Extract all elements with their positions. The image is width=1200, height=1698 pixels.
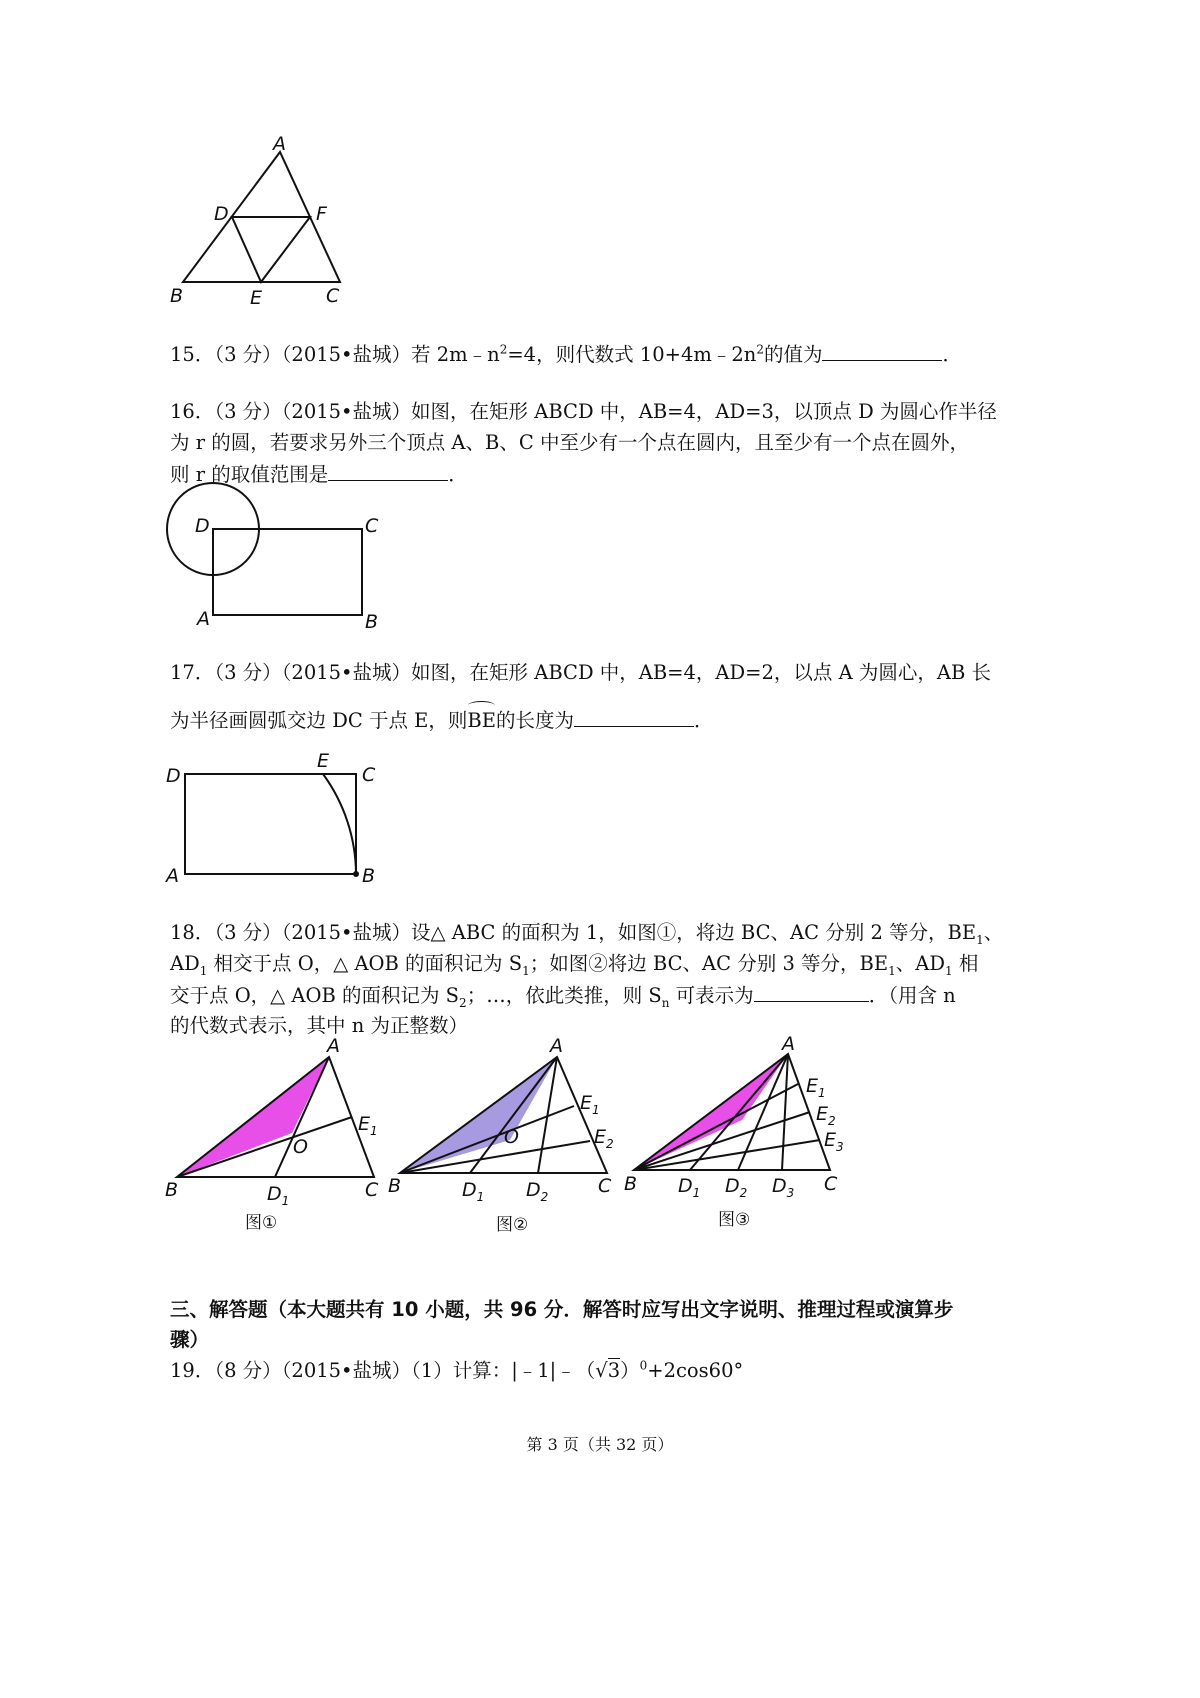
question-16-line-2: 为 r 的圆，若要求另外三个顶点 A、B、C 中至少有一个点在圆内，且至少有一个点在圆外， xyxy=(170,431,969,454)
fig3-label-b: B xyxy=(624,1173,638,1195)
fig3-label-e3: $E_3$ xyxy=(824,1129,844,1154)
label-d: D xyxy=(166,765,181,787)
fig2-label-a: A xyxy=(550,1035,563,1057)
fig3-label-a: A xyxy=(782,1033,795,1055)
q18-l1-a: 18．（3 分）（2015•盐城）设△ ABC 的面积为 1，如图①，将边 BC、AC 分别 2 等分，BE xyxy=(170,921,977,944)
label-b: B xyxy=(362,865,376,887)
q19-root: 3 xyxy=(607,1359,621,1382)
figure-triangle-def xyxy=(170,130,390,315)
fig2-label-o: O xyxy=(504,1126,519,1148)
q18-l2-sub3: 1 xyxy=(888,963,896,978)
q19-exponent: 0 xyxy=(639,1358,648,1373)
triangle-figure-3 xyxy=(624,1033,844,1230)
question-17-line-1: 17．（3 分）（2015•盐城）如图，在矩形 ABCD 中，AB=4，AD=2，以点 A 为圆心，AB 长 xyxy=(170,661,991,684)
sqrt-symbol: √3 xyxy=(595,1359,621,1382)
answer-blank-18[interactable] xyxy=(754,979,869,1002)
question-19: 19．（8 分）（2015•盐城）（1）计算：$|﹣1|﹣(√3)^0+2\cos 60^\circ$ xyxy=(170,1358,744,1382)
fig2-label-e1: $E_1$ xyxy=(580,1092,600,1117)
caption-figure-3: 图③ xyxy=(718,1210,751,1230)
fig1-label-e1: $E_1$ xyxy=(358,1113,378,1138)
q15-middle: =4，则代数式 10+4m﹣2n xyxy=(507,343,757,366)
q18-l2-a: AD xyxy=(170,952,200,975)
q16-line3-text: 则 r 的取值范围是 xyxy=(170,463,329,486)
label-b: B xyxy=(365,611,379,633)
question-18-line-2 xyxy=(170,948,978,980)
q19-suffix: +2cos60° xyxy=(647,1359,744,1382)
label-c: C xyxy=(365,515,379,537)
q15-exponent-1: 2 xyxy=(499,342,508,357)
q18-l3-a: 交于点 O，△ AOB 的面积记为 S xyxy=(170,984,460,1007)
fig1-label-o: O xyxy=(293,1136,308,1158)
question-18-line-4: 的代数式表示，其中 n 为正整数） xyxy=(170,1014,468,1037)
q15-exponent-2: 2 xyxy=(756,342,764,357)
q18-l2-d: 、AD xyxy=(895,952,945,975)
q17-line2-suffix: 的长度为 xyxy=(495,709,574,732)
question-16-line-1: 16．（3 分）（2015•盐城）如图，在矩形 ABCD 中，AB=4，AD=3，以顶点 D 为圆心作半径 xyxy=(170,400,997,423)
fig3-label-d2: $D_2$ xyxy=(725,1175,748,1200)
answer-blank-15[interactable] xyxy=(822,338,942,361)
q15-end: ． xyxy=(942,343,962,366)
caption-figure-1: 图① xyxy=(245,1213,278,1233)
label-c: C xyxy=(362,764,376,786)
fig3-label-c: C xyxy=(824,1173,838,1195)
q18-l3-sub1: 2 xyxy=(459,995,467,1010)
q18-l1-sub: 1 xyxy=(976,932,984,947)
section-3-heading-line-1: 三、解答题（本大题共有 10 小题，共 96 分．解答时应写出文字说明、推理过程或演算步 xyxy=(170,1298,954,1321)
q18-l3-b: ；…，依此类推，则 S xyxy=(466,984,662,1007)
fig1-label-d1: $D_1$ xyxy=(267,1183,290,1208)
q19-prefix: 19．（8 分）（2015•盐城）（1）计算：|﹣1|﹣（ xyxy=(170,1359,596,1382)
fig2-label-c: C xyxy=(598,1175,612,1197)
label-e: E xyxy=(317,750,330,772)
caption-figure-2: 图② xyxy=(496,1215,529,1235)
q18-l1-b: 、 xyxy=(983,921,1004,944)
fig1-label-b: B xyxy=(165,1179,179,1201)
page-footer: 第 3 页（共 32 页） xyxy=(526,1435,674,1454)
fig1-label-a: A xyxy=(327,1035,340,1057)
fig2-label-e2: $E_2$ xyxy=(594,1126,614,1151)
q18-l2-e: 相 xyxy=(952,952,979,975)
question-17-line-2 xyxy=(170,704,714,737)
fig2-label-d2: $D_2$ xyxy=(526,1179,549,1204)
q18-l2-sub1: 1 xyxy=(199,963,208,978)
label-d: D xyxy=(214,203,229,225)
q18-l2-b: 相交于点 O，△ AOB 的面积记为 S xyxy=(207,952,523,975)
fig3-label-d1: $D_1$ xyxy=(678,1175,701,1200)
answer-blank-17[interactable] xyxy=(574,704,694,727)
label-a: A xyxy=(273,133,286,155)
q15-prefix: 15．（3 分）（2015•盐城）若 2m﹣n xyxy=(170,343,500,366)
figure-three-triangles xyxy=(160,1030,1060,1240)
fig3-label-d3: $D_3$ xyxy=(772,1175,795,1200)
q18-l2-sub4: 1 xyxy=(944,963,953,978)
q18-l3-c: 可表示为 xyxy=(669,984,754,1007)
label-c: C xyxy=(326,285,340,307)
label-b: B xyxy=(170,285,184,307)
label-a: A xyxy=(166,865,179,887)
q18-l3-sub2: n xyxy=(661,995,670,1010)
fig1-label-c: C xyxy=(365,1179,379,1201)
q17-line2-prefix: 为半径画圆弧交边 DC 于点 E，则 xyxy=(170,709,468,732)
triangle-figure-1 xyxy=(165,1035,379,1233)
fig3-label-e2: $E_2$ xyxy=(816,1103,836,1128)
label-d: D xyxy=(195,515,210,537)
q15-suffix: 的值为 xyxy=(763,343,823,366)
figure-rectangle-circle xyxy=(160,480,400,635)
figure-rectangle-arc xyxy=(160,745,390,890)
question-18-line-3 xyxy=(170,979,956,1012)
q16-end: ． xyxy=(448,463,468,486)
section-3-heading-line-2: 骤） xyxy=(170,1328,210,1351)
answer-blank-16[interactable] xyxy=(328,458,448,481)
question-18-line-1 xyxy=(170,917,1003,949)
fig2-label-d1: $D_1$ xyxy=(462,1179,485,1204)
label-f: F xyxy=(316,203,327,225)
q18-l2-c: ；如图②将边 BC、AC 分别 3 等分，BE xyxy=(529,952,889,975)
triangle-figure-2 xyxy=(388,1035,614,1235)
arc-be: BE xyxy=(467,705,496,737)
q18-l2-sub2: 1 xyxy=(522,963,530,978)
fig3-label-e1: $E_1$ xyxy=(806,1075,826,1100)
label-a: A xyxy=(197,608,210,630)
question-15 xyxy=(170,338,962,371)
q18-l3-d: ．（用含 n xyxy=(868,984,956,1007)
q17-end: ． xyxy=(693,709,714,732)
label-e: E xyxy=(250,287,263,309)
fig2-label-b: B xyxy=(388,1175,402,1197)
